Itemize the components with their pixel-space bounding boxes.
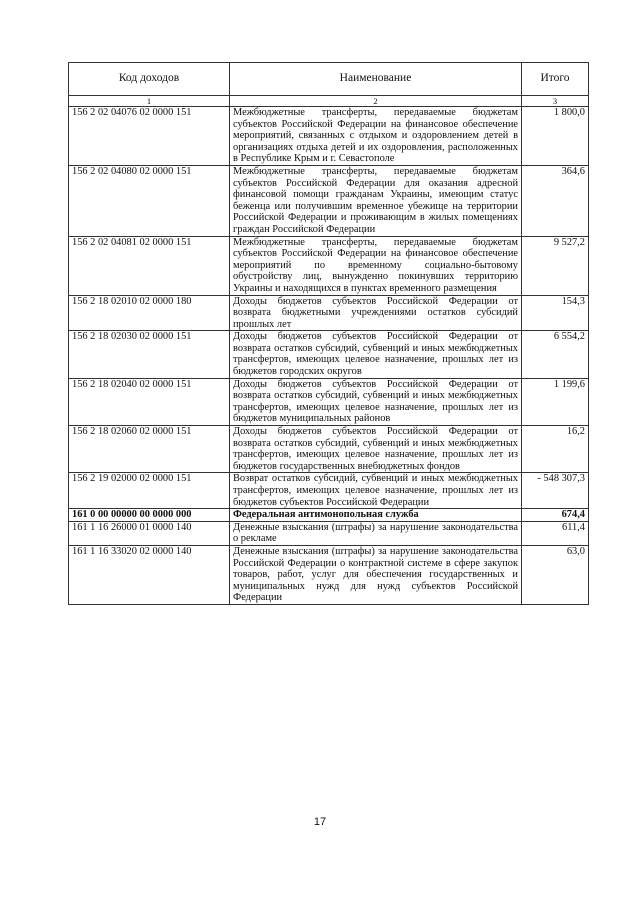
row-total: 9 527,2 (522, 236, 589, 295)
row-name: Денежные взыскания (штрафы) за нарушение законодательства о рекламе (230, 521, 522, 545)
row-code: 161 1 16 33020 02 0000 140 (69, 545, 230, 604)
table-row (69, 378, 589, 425)
table-row (69, 473, 589, 509)
header-row (69, 63, 589, 96)
row-total: 16,2 (522, 426, 589, 473)
row-code: 156 2 02 04076 02 0000 151 (69, 107, 230, 166)
row-total: 1 199,6 (522, 378, 589, 425)
row-code: 156 2 19 02000 02 0000 151 (69, 473, 230, 509)
row-code: 156 2 18 02040 02 0000 151 (69, 378, 230, 425)
document-page (68, 62, 588, 605)
table-row (69, 521, 589, 545)
row-name: Межбюджетные трансферты, передаваемые бюджетам субъектов Российской Федерации для оказания адресной финансовой помощи гражданам Украины, имеющим статус беженца или получившим временное убежище на территории Российской Федерации и проживающим в жилых помещениях граждан Российской Федерации (230, 165, 522, 236)
column-number: 2 (230, 96, 522, 107)
row-code: 156 2 18 02010 02 0000 180 (69, 295, 230, 331)
row-name: Возврат остатков субсидий, субвенций и иных межбюджетных трансфертов, имеющих целевое назначение, прошлых лет из бюджетов субъектов Российской Федерации (230, 473, 522, 509)
row-code: 161 0 00 00000 00 0000 000 (69, 509, 230, 522)
row-name: Межбюджетные трансферты, передаваемые бюджетам субъектов Российской Федерации на финансовое обеспечение мероприятий, связанных с отдыхом и оздоровлением детей в организациях отдыха детей и их оздоровления, расположенных в Республике Крым и г. Севастополе (230, 107, 522, 166)
table-row (69, 107, 589, 166)
row-total: 1 800,0 (522, 107, 589, 166)
header-total: Итого (522, 63, 589, 96)
row-total: 364,6 (522, 165, 589, 236)
row-name: Денежные взыскания (штрафы) за нарушение законодательства Российской Федерации о контрактной системе в сфере закупок товаров, работ, услуг для обеспечения государственных и муниципальных нужд для нужд субъектов Российской Федерации (230, 545, 522, 604)
row-name: Доходы бюджетов субъектов Российской Федерации от возврата остатков субсидий, субвенций и иных межбюджетных трансфертов, имеющих целевое назначение, прошлых лет из бюджетов муниципальных районов (230, 378, 522, 425)
row-name: Доходы бюджетов субъектов Российской Федерации от возврата остатков субсидий, субвенций и иных межбюджетных трансфертов, имеющих целевое назначение, прошлых лет из бюджетов государственных внебюджетных фондов (230, 426, 522, 473)
column-number-row (69, 96, 589, 107)
table-row (69, 331, 589, 378)
row-total: 63,0 (522, 545, 589, 604)
row-name: Доходы бюджетов субъектов Российской Федерации от возврата остатков субсидий, субвенций и иных межбюджетных трансфертов, имеющих целевое назначение, прошлых лет из бюджетов городских округов (230, 331, 522, 378)
header-code: Код доходов (69, 63, 230, 96)
row-total: - 548 307,3 (522, 473, 589, 509)
column-number: 3 (522, 96, 589, 107)
row-total: 611,4 (522, 521, 589, 545)
table-row (69, 236, 589, 295)
column-number: 1 (69, 96, 230, 107)
row-total: 154,3 (522, 295, 589, 331)
row-code: 156 2 18 02030 02 0000 151 (69, 331, 230, 378)
row-name: Доходы бюджетов субъектов Российской Федерации от возврата бюджетными учреждениями остатков субсидий прошлых лет (230, 295, 522, 331)
revenue-table (68, 62, 589, 605)
header-name: Наименование (230, 63, 522, 96)
table-row (69, 509, 589, 522)
row-total: 6 554,2 (522, 331, 589, 378)
row-name: Федеральная антимонопольная служба (230, 509, 522, 522)
table-row (69, 295, 589, 331)
row-code: 156 2 18 02060 02 0000 151 (69, 426, 230, 473)
table-row (69, 165, 589, 236)
table-row (69, 545, 589, 604)
row-code: 156 2 02 04081 02 0000 151 (69, 236, 230, 295)
row-code: 161 1 16 26000 01 0000 140 (69, 521, 230, 545)
table-row (69, 426, 589, 473)
row-code: 156 2 02 04080 02 0000 151 (69, 165, 230, 236)
row-name: Межбюджетные трансферты, передаваемые бюджетам субъектов Российской Федерации на финансовое обеспечение мероприятий по временному социально-бытовому обустройству лиц, вынужденно покинувших территорию Украины и находящихся в пунктах временного размещения (230, 236, 522, 295)
row-total: 674,4 (522, 509, 589, 522)
page-number: 17 (313, 816, 327, 828)
